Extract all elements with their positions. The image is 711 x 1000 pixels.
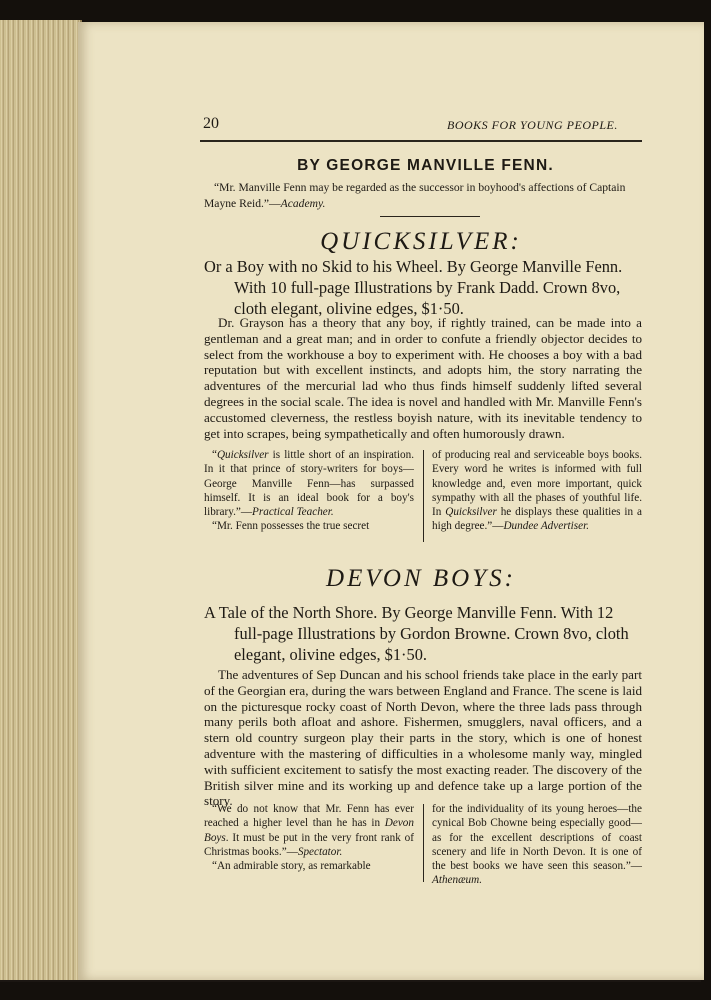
review-text: he displays these qualities in a high degree.”—: [432, 506, 642, 533]
review-text: of producing real and serviceable boys books. Every word he writes is informed with full knowledge and, even more important, quick sympathy with all the phases of youthful life. In: [432, 449, 642, 519]
review-text: for the individuality of its young heroes—the cynical Bob Chowne being especially good—as for the excellent descriptions of coast scenery and life in North Devon. It is one of the best books we have seen this season.”—: [432, 803, 642, 873]
book-summary-devon-boys: The adventures of Sep Duncan and his school friends take place in the early part of the Georgian era, during the wars between England and France. The scene is laid on the picturesque rocky coast of North Devon, where the three lads pass through many perils both afloat and ashore. Fishermen, smugglers, naval officers, and a stern old country surgeon play their parts in the story, which is one of honest adventure with the mastering of difficulties in a wholesome manly way, mingled with sufficient excitement to satisfy the most exacting reader. The discovery of the British silver mine and its working up and defence take up a large portion of the story.: [204, 667, 643, 809]
review-column-left: [204, 802, 414, 873]
review-book-title: Quicksilver: [216, 449, 269, 461]
author-quote-source: Academy.: [280, 197, 326, 210]
page-number: 20: [203, 115, 219, 132]
book-description-devon-boys: A Tale of the North Shore. By George Manville Fenn. With 12 full-page Illustrations by Gordon Browne. Crown 8vo, cloth elegant, olivine edges, $1·50.: [204, 603, 629, 664]
reviews-devon-boys: [204, 802, 642, 892]
column-divider: [423, 450, 424, 542]
review-source: Practical Teacher.: [252, 506, 334, 519]
review-text: is little short of an inspiration. In it that prince of story-writers for boys—George Manville Fenn—has surpassed himself. It is an ideal book for a boy's library.”—: [204, 449, 414, 519]
scan-background-bottom: [0, 982, 711, 1000]
review-book-title: Quicksilver: [445, 506, 497, 519]
review-quote: [204, 802, 414, 859]
reviews-quicksilver: [204, 448, 642, 548]
author-heading: BY GEORGE MANVILLE FENN.: [297, 157, 554, 174]
review-quote: [432, 448, 642, 534]
review-text: . It must be put in the very front rank of Christmas books.”—: [204, 831, 414, 858]
author-quote: [204, 180, 642, 212]
review-source: Spectator.: [297, 845, 343, 858]
review-quote: “Mr. Fenn possesses the true secret: [212, 520, 370, 533]
review-column-right: [432, 448, 642, 534]
header-rule: [200, 140, 642, 142]
review-source: Athenæum.: [432, 874, 483, 887]
review-book-title: Devon Boys: [204, 817, 414, 844]
review-column-right: [432, 802, 642, 888]
book-description-quicksilver: Or a Boy with no Skid to his Wheel. By George Manville Fenn. With 10 full-page Illustrations by Frank Dadd. Crown 8vo, cloth elegant, olivine edges, $1·50.: [204, 257, 623, 318]
review-quote: [204, 448, 414, 519]
author-quote-text: “Mr. Manville Fenn may be regarded as the successor in boyhood's affections of Captain Mayne Reid.”—: [204, 181, 626, 210]
review-column-left: [204, 448, 414, 534]
review-source: Dundee Advertiser.: [503, 520, 589, 533]
book-title-devon-boys: DEVON BOYS:: [326, 565, 516, 592]
page-header: [122, 114, 642, 138]
column-divider: [423, 804, 424, 882]
book-title-quicksilver: QUICKSILVER:: [320, 228, 522, 255]
review-quote: [432, 802, 642, 888]
book-summary-quicksilver: Dr. Grayson has a theory that any boy, if rightly trained, can be made into a gentleman and a great man; and in order to confute a friendly objector decides to select from the workhouse a boy to experiment with. He chooses a boy with a bad reputation but with excellent instincts, and adopts him, the story narrating the adventures of the mercurial lad who thus finds himself suddenly lifted several degrees in the social scale. The idea is novel and handled with Mr. Manville Fenn's accustomed cleverness, the restless boyish nature, with its inevitable tendency to get into scrapes, being sympathetically and often humorously drawn.: [204, 315, 642, 441]
review-text: “We do not know that Mr. Fenn has ever reached a higher level than he has in: [204, 803, 414, 830]
section-rule: [380, 216, 480, 217]
quote-mark: “: [212, 449, 217, 461]
running-title: BOOKS FOR YOUNG PEOPLE.: [447, 118, 618, 132]
review-quote: “An admirable story, as remarkable: [212, 860, 371, 873]
